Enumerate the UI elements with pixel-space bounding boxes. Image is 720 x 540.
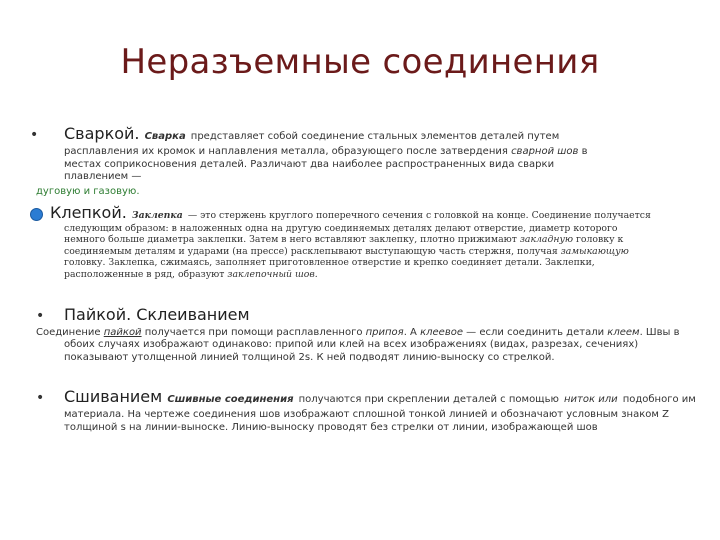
- soldering-line1: [36, 327, 716, 340]
- welding-text1: представляет собой соединение стальных элементов деталей путем: [190, 131, 560, 142]
- welding-text2: расплавления их кромок и наплавления металла, образующего после затвердения: [64, 146, 508, 157]
- riveting-line2: следующим образом: в наложенных одна на другую соединяемых деталях делают отверстие, диаметр которого: [64, 223, 618, 234]
- stitching-body: [64, 409, 714, 434]
- soldering-heading: Пайкой. Склеиванием: [64, 305, 250, 324]
- riveting-heading: Клепкой.: [50, 203, 127, 222]
- soldering-term2: припоя: [365, 327, 404, 338]
- riveting-term: Заклепка: [131, 210, 183, 221]
- welding-text4: местах соприкосновения деталей. Различают два наиболее распространенных вида сварки: [64, 158, 555, 170]
- soldering-line1d: — если соединить детали: [466, 327, 605, 338]
- stitching-term2: ниток или: [564, 394, 618, 405]
- stitching-term1: Сшивные соединения: [167, 394, 294, 405]
- stitching-line1a: получаются при скреплении деталей с помощью: [298, 394, 559, 405]
- riveting-line3b: головку к: [576, 234, 624, 246]
- welding-term2: сварной шов: [511, 146, 579, 157]
- riveting-term3: замыкающую: [560, 245, 629, 257]
- riveting-line1: — это стержень круглого поперечного сечения с головкой на конце. Соединение получается: [187, 210, 651, 221]
- riveting-body: [64, 223, 714, 280]
- riveting-line3: немного больше диаметра заклепки. Затем в него вставляют заклепку, плотно прижимают: [64, 234, 517, 246]
- soldering-term3: клеевое: [420, 327, 463, 338]
- welding-heading: Сваркой.: [64, 124, 140, 143]
- bullet-welding: •: [30, 127, 39, 143]
- stitching-heading: Сшиванием: [64, 387, 163, 406]
- welding-text5: плавлением —: [64, 171, 142, 182]
- stitching-line2: материала. На чертеже соединения шов изображают сплошной тонкой линией и обозначают условным знаком Z: [64, 409, 669, 420]
- soldering-line3: показывают утолщенной линией толщиной 2s. К ней подводят линию-выноску со стрелкой.: [64, 351, 555, 363]
- welding-types: дуговую и газовую.: [36, 186, 140, 197]
- soldering-term4: клеем: [607, 327, 640, 338]
- riveting-term4: заклепочный шов.: [227, 268, 318, 280]
- soldering-line2: обоих случаях изображают одинаково: припой или клей на всех изображениях (видах, разрезах, сечениях): [64, 339, 639, 350]
- soldering-line1a: Соединение: [36, 327, 101, 338]
- soldering-line1e: . Швы в: [639, 327, 680, 338]
- welding-block: [64, 124, 704, 144]
- riveting-line6: расположенные в ряд, образуют: [64, 268, 225, 280]
- riveting-line4: соединяемым деталям и ударами (на прессе) расклепывают выступающую часть стержня, получая: [64, 245, 558, 257]
- welding-body: [64, 146, 714, 184]
- soldering-line1c: . А: [403, 327, 417, 338]
- stitching-line1b: подобного им: [622, 394, 696, 405]
- welding-text3: в: [581, 146, 588, 157]
- riveting-header: [50, 203, 710, 222]
- stitching-line3: толщиной s на линии-выноске. Линию-выноску проводят без стрелки от линии, изображающей шов: [64, 421, 598, 433]
- welding-term: Сварка: [144, 131, 186, 142]
- slide-title: Неразъемные соединения: [120, 42, 600, 82]
- riveting-line5: головку. Заклепка, сжимаясь, заполняет приготовленное отверстие и крепко соединяет детали. Заклепки,: [64, 257, 595, 269]
- riveting-term2: закладную: [519, 234, 574, 246]
- soldering-line1b: получается при помощи расплавленного: [144, 327, 363, 338]
- stitching-header: [64, 387, 714, 407]
- bullet-soldering: •: [36, 308, 45, 324]
- bullet-circle-icon: [30, 208, 43, 221]
- soldering-term1: пайкой: [103, 327, 142, 338]
- bullet-stitching: •: [36, 390, 45, 406]
- soldering-body: [64, 339, 714, 364]
